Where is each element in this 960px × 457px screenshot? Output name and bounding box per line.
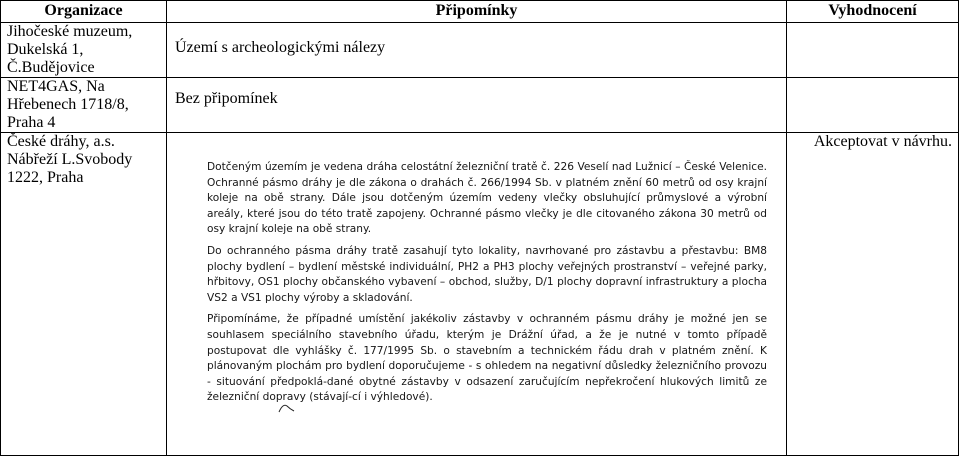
evaluation-cell [787, 23, 959, 78]
comment-text: Území s archeologickými nálezy [175, 39, 386, 56]
table-header-row [1, 1, 959, 23]
table-row [1, 133, 959, 456]
evaluation-cell [787, 78, 959, 133]
header-pripominky: Připomínky [167, 1, 787, 23]
comment-cell [167, 23, 787, 78]
organization-line: Nábřeží L.Svobody [7, 151, 133, 168]
comment-cell [167, 133, 787, 456]
organization-line: České dráhy, a.s. [7, 133, 115, 150]
table-row [1, 78, 959, 133]
organization-line: NET4GAS, Na [7, 78, 105, 95]
organization-line: Jihočeské muzeum, [7, 23, 133, 40]
organization-line: Č.Budějovice [7, 59, 95, 76]
comment-paragraph: Připomínáme, že případné umístění jakékoliv zástavby v ochranném pásmu dráhy je možné jen se souhlasem speciálního stavebního úřadu, kterým je Drážní úřad, a že je nutné v tomto případě postupovat dle vyhlášky č. 177/1995 Sb. o stavebním a technickém řádu drah v platném znění. K plánovaným plochám pro bydlení doporučujeme - s ohledem na negativní důsledky železničního provozu - situování předpoklá-dané obytné zástavby v odsazení zaručujícím nepřekročení hlukových limitů ze železniční dopravy (stávají-cí i výhledové). [207, 313, 767, 404]
header-vyhodnoceni: Vyhodnocení [787, 1, 959, 23]
organization-line: Praha 4 [7, 114, 56, 131]
organization-line: 1222, Praha [7, 169, 84, 186]
organization-cell [1, 78, 167, 133]
comment-cell [167, 78, 787, 133]
evaluation-cell: Akceptovat v návrhu. [787, 133, 959, 456]
organization-cell [1, 133, 167, 456]
organization-line: Dukelská 1, [7, 41, 84, 58]
comment-paragraph: Do ochranného pásma dráhy tratě zasahují tyto lokality, navrhované pro zástavbu a přestavbu: BM8 plochy bydlení – bydlení městské individuální, PH2 a PH3 plochy veřejných prostranství – veřejné parky, hřbitovy, OS1 plochy občanského vybavení – obchod, služby, D/1 plochy dopravní infrastruktury a plocha VS2 a VS1 plochy výroby a skladování. [207, 244, 767, 304]
comment-text: Bez připomínek [175, 90, 278, 107]
scanned-comment [207, 160, 767, 406]
comment-paragraph: Dotčeným územím je vedena dráha celostátní železniční tratě č. 226 Veselí nad Lužnicí – České Velenice. Ochranné pásmo dráhy je dle zákona o drahách č. 266/1994 Sb. v platném znění 60 metrů od osy krajní koleje na obě strany. Dále jsou dotčeným územím vedeny vlečky obsluhující průmyslové a výrobní areály, které jsou do této tratě zapojeny. Ochranné pásmo vlečky je dle citovaného zákona 30 metrů od osy krajní koleje na obě strany. [207, 161, 767, 236]
organization-line: Hřebenech 1718/8, [7, 96, 129, 113]
organization-cell [1, 23, 167, 78]
header-organizace: Organizace [1, 1, 167, 23]
table-row [1, 23, 959, 78]
